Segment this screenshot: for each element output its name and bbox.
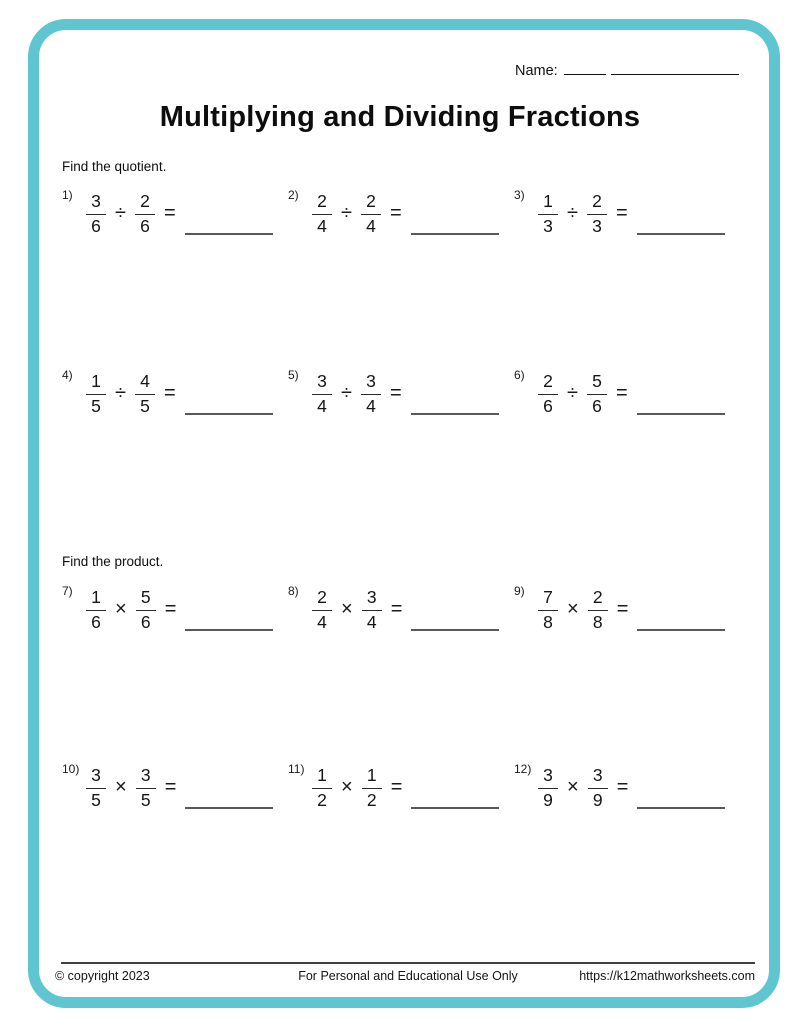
numerator: 3 xyxy=(86,192,106,215)
fraction-2 xyxy=(362,588,382,632)
denominator: 8 xyxy=(592,611,603,632)
problem-number: 9) xyxy=(514,584,525,598)
denominator: 5 xyxy=(91,789,101,810)
numerator: 3 xyxy=(312,372,332,395)
equals-sign: = xyxy=(390,597,403,620)
problem xyxy=(514,762,732,824)
fraction-2 xyxy=(362,766,382,810)
equation xyxy=(538,372,725,416)
page-title: Multiplying and Dividing Fractions xyxy=(159,101,641,133)
problem-number: 5) xyxy=(288,368,299,382)
problem-number: 2) xyxy=(288,188,299,202)
denominator: 5 xyxy=(91,395,101,416)
denominator: 3 xyxy=(592,215,602,236)
numerator: 5 xyxy=(587,372,607,395)
numerator: 1 xyxy=(86,588,106,611)
fraction-2 xyxy=(361,372,381,416)
name-blank-line xyxy=(564,60,606,75)
equation xyxy=(86,588,273,632)
problem xyxy=(288,368,506,430)
footer-url: https://k12mathworksheets.com xyxy=(579,969,755,983)
problem-number: 6) xyxy=(514,368,525,382)
denominator: 8 xyxy=(543,611,553,632)
answer-blank xyxy=(185,233,273,235)
operator-sign: × xyxy=(341,775,353,798)
answer-blank xyxy=(411,413,499,415)
equation xyxy=(86,372,273,416)
fraction-1 xyxy=(538,766,558,810)
denominator: 2 xyxy=(366,789,377,810)
equation xyxy=(86,192,273,236)
problem xyxy=(288,762,506,824)
equals-sign: = xyxy=(389,201,402,224)
denominator: 6 xyxy=(91,215,101,236)
denominator: 6 xyxy=(592,395,602,416)
equation xyxy=(86,766,273,810)
numerator: 1 xyxy=(538,192,558,215)
denominator: 9 xyxy=(543,789,553,810)
equals-sign: = xyxy=(163,201,176,224)
fraction-1 xyxy=(538,192,558,236)
operator-sign: ÷ xyxy=(341,381,352,404)
fraction-1 xyxy=(312,192,332,236)
operator-sign: ÷ xyxy=(341,201,352,224)
denominator: 4 xyxy=(366,395,376,416)
problem xyxy=(62,368,280,430)
equation xyxy=(538,766,725,810)
problem xyxy=(514,368,732,430)
denominator: 4 xyxy=(366,215,376,236)
numerator: 3 xyxy=(538,766,558,789)
numerator: 2 xyxy=(538,372,558,395)
operator-sign: ÷ xyxy=(567,381,578,404)
section-instruction-quotient: Find the quotient. xyxy=(62,159,167,174)
denominator: 2 xyxy=(317,789,327,810)
numerator: 3 xyxy=(136,766,156,789)
equation xyxy=(312,588,499,632)
fraction-1 xyxy=(312,372,332,416)
equation xyxy=(538,588,725,632)
problem xyxy=(62,188,280,250)
problem xyxy=(514,188,732,250)
equals-sign: = xyxy=(616,597,629,620)
answer-blank xyxy=(637,413,725,415)
denominator: 3 xyxy=(543,215,553,236)
fraction-1 xyxy=(86,192,106,236)
denominator: 9 xyxy=(592,789,603,810)
fraction-2 xyxy=(588,588,608,632)
problem xyxy=(514,584,732,646)
denominator: 6 xyxy=(91,611,101,632)
problem-number: 11) xyxy=(288,762,305,776)
answer-blank xyxy=(637,807,725,809)
equals-sign: = xyxy=(163,381,176,404)
fraction-2 xyxy=(587,192,607,236)
name-label: Name: xyxy=(515,63,558,79)
footer-usage-note: For Personal and Educational Use Only xyxy=(298,969,518,983)
section-instruction-product: Find the product. xyxy=(62,554,164,569)
operator-sign: × xyxy=(567,597,579,620)
problem xyxy=(288,188,506,250)
fraction-1 xyxy=(86,766,106,810)
equals-sign: = xyxy=(164,597,177,620)
problem xyxy=(62,762,280,824)
fraction-2 xyxy=(135,192,155,236)
answer-blank xyxy=(411,807,499,809)
answer-blank xyxy=(185,629,273,631)
answer-blank xyxy=(185,807,273,809)
fraction-2 xyxy=(136,588,156,632)
fraction-1 xyxy=(312,588,332,632)
problem-number: 7) xyxy=(62,584,73,598)
equation xyxy=(538,192,725,236)
equation xyxy=(312,766,499,810)
problem-number: 3) xyxy=(514,188,525,202)
problem-number: 12) xyxy=(514,762,532,776)
equals-sign: = xyxy=(164,775,177,798)
problem xyxy=(288,584,506,646)
numerator: 2 xyxy=(312,588,332,611)
operator-sign: × xyxy=(567,775,579,798)
numerator: 3 xyxy=(588,766,608,789)
operator-sign: ÷ xyxy=(115,381,126,404)
numerator: 1 xyxy=(86,372,106,395)
numerator: 5 xyxy=(136,588,156,611)
fraction-1 xyxy=(538,588,558,632)
answer-blank xyxy=(185,413,273,415)
name-field xyxy=(515,60,739,79)
numerator: 2 xyxy=(588,588,608,611)
fraction-1 xyxy=(538,372,558,416)
denominator: 4 xyxy=(317,611,327,632)
numerator: 3 xyxy=(86,766,106,789)
fraction-2 xyxy=(135,372,155,416)
numerator: 1 xyxy=(362,766,382,789)
numerator: 2 xyxy=(312,192,332,215)
equation xyxy=(312,372,499,416)
denominator: 4 xyxy=(317,215,327,236)
denominator: 6 xyxy=(140,611,151,632)
numerator: 2 xyxy=(135,192,155,215)
numerator: 1 xyxy=(312,766,332,789)
problem-number: 8) xyxy=(288,584,299,598)
equals-sign: = xyxy=(389,381,402,404)
denominator: 4 xyxy=(366,611,377,632)
fraction-1 xyxy=(86,372,106,416)
numerator: 3 xyxy=(362,588,382,611)
operator-sign: × xyxy=(115,597,127,620)
problem xyxy=(62,584,280,646)
operator-sign: × xyxy=(115,775,127,798)
name-blank-line xyxy=(611,60,739,75)
operator-sign: ÷ xyxy=(115,201,126,224)
answer-blank xyxy=(411,233,499,235)
numerator: 7 xyxy=(538,588,558,611)
denominator: 6 xyxy=(543,395,553,416)
denominator: 5 xyxy=(140,395,150,416)
numerator: 4 xyxy=(135,372,155,395)
problem-number: 1) xyxy=(62,188,73,202)
problem-number: 4) xyxy=(62,368,73,382)
numerator: 2 xyxy=(587,192,607,215)
numerator: 2 xyxy=(361,192,381,215)
denominator: 6 xyxy=(140,215,150,236)
equation xyxy=(312,192,499,236)
fraction-2 xyxy=(136,766,156,810)
operator-sign: × xyxy=(341,597,353,620)
equals-sign: = xyxy=(616,775,629,798)
answer-blank xyxy=(637,233,725,235)
fraction-2 xyxy=(587,372,607,416)
fraction-2 xyxy=(588,766,608,810)
problem-number: 10) xyxy=(62,762,80,776)
footer-divider xyxy=(61,962,755,964)
footer-copyright: © copyright 2023 xyxy=(55,969,150,983)
equals-sign: = xyxy=(390,775,403,798)
fraction-1 xyxy=(86,588,106,632)
denominator: 5 xyxy=(140,789,151,810)
operator-sign: ÷ xyxy=(567,201,578,224)
fraction-2 xyxy=(361,192,381,236)
answer-blank xyxy=(637,629,725,631)
equals-sign: = xyxy=(615,201,628,224)
equals-sign: = xyxy=(615,381,628,404)
denominator: 4 xyxy=(317,395,327,416)
numerator: 3 xyxy=(361,372,381,395)
answer-blank xyxy=(411,629,499,631)
fraction-1 xyxy=(312,766,332,810)
